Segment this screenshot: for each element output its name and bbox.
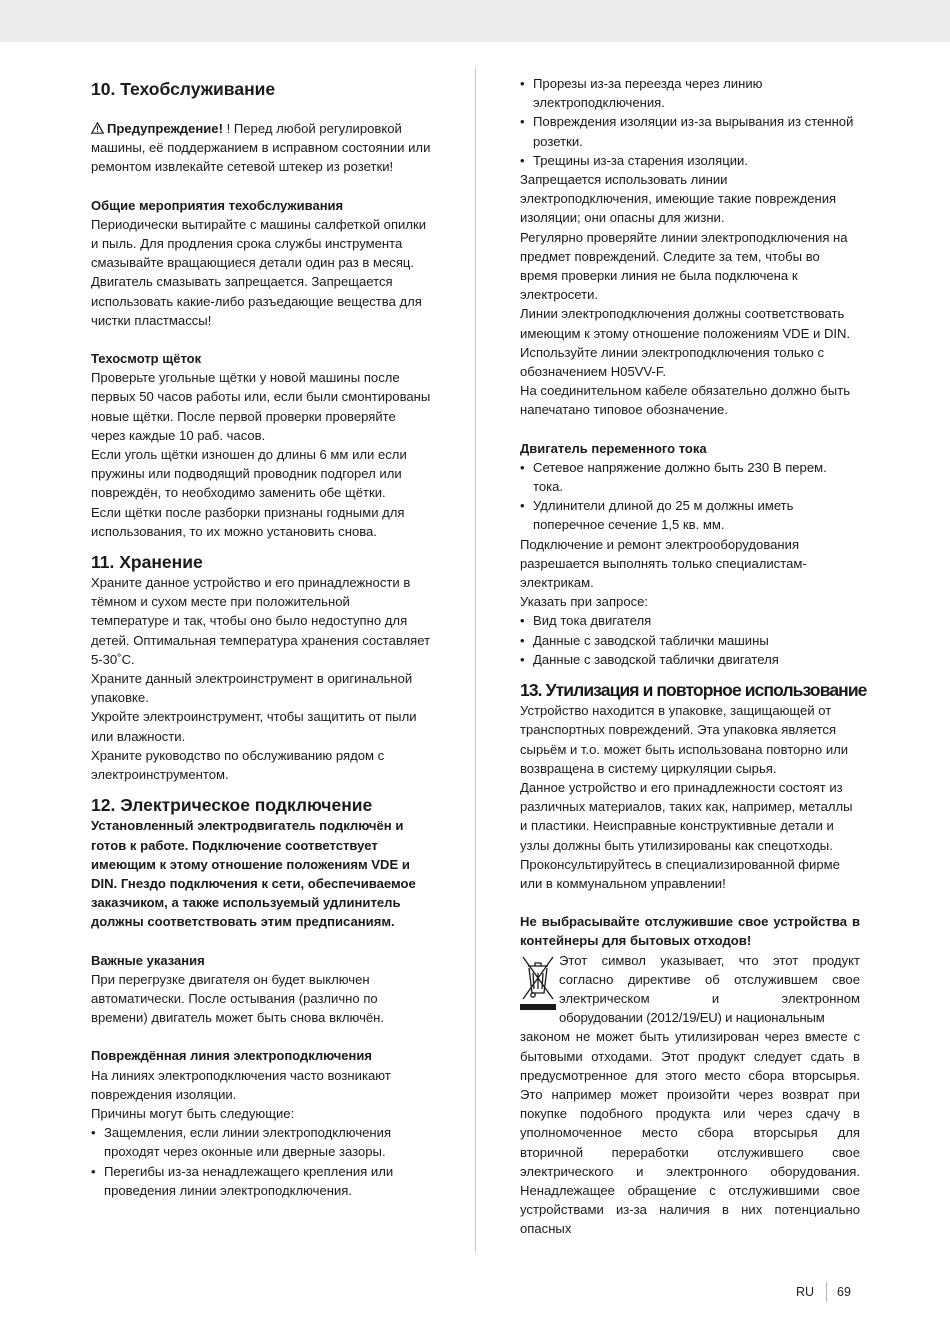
storage-text-4: Храните руководство по обслуживанию рядом с электроинструментом.	[91, 747, 385, 783]
list-item: • Данные с заводской таблички машины	[520, 631, 860, 650]
list-item: • Повреждения изоляции из-за вырывания из стенной розетки.	[520, 112, 860, 150]
section-13-title: 13. Утилизация и повторное использование	[520, 680, 867, 701]
connection-bold-text: Установленный электродвигатель подключён и готов к работе. Подключение соответствует имеющим к этому отношение положениям VDE и DIN. Гнездо подключения к сети, обеспечиваемое заказчиком, а также используемый удлинитель должны соответствовать этим предписаниям.	[91, 818, 416, 930]
weee-text-rest: законом не может быть утилизирован через вместе с бытовыми отходами. Этот продукт следует сдать в предусмотренное для этого место сбора вторсырья. Это например может произойти через возврат при покупке подобного продукта или через сдачу в уполномоченное место сбора вторсырья для вторичной переработки отслужившего свое электрического и электронного оборудования. Ненадлежащее обращение с отслужившими свое устройствами из-за наличия в них потенциально опасных	[520, 1029, 860, 1237]
crossed-out-wheelie-bin-icon	[520, 953, 556, 1011]
damaged-after-text-5: На соединительном кабеле обязательно должно быть напечатано типовое обозначение.	[520, 383, 851, 418]
damaged-after-text-4: Используйте линии электроподключения только с обозначением H05VV-F.	[520, 344, 824, 380]
storage-text-2: Храните данный электроинструмент в оригинальной упаковке.	[91, 671, 413, 706]
general-maintenance-title: Общие мероприятия техобслуживания	[91, 197, 344, 213]
request-list	[520, 611, 860, 669]
language-label: RU	[796, 1285, 815, 1299]
section-10-title: 10. Техобслуживание	[91, 79, 276, 99]
disposal-text-2: Данное устройство и его принадлежности состоят из различных материалов, таких как, например, металлы и пластики. Неисправные конструктивные детали и узлы должны быть утилизированы как спецотходы. Проконсультируйтесь в специализированной фирме или в коммунальном управлении!	[520, 779, 853, 891]
causes-list-right	[520, 74, 860, 170]
list-item: • Данные с заводской таблички двигателя	[520, 650, 860, 669]
weee-text-line-1: Этот символ указывает, что этот продукт	[559, 952, 860, 968]
storage-text-1: Храните данное устройство и его принадлежности в тёмном и сухом месте при положительной температуре и так, чтобы оно было недоступно для детей. Оптимальная температура хранения составляет 5-30˚С.	[91, 575, 431, 667]
page-number: 69	[837, 1285, 851, 1299]
list-item: • Сетевое напряжение должно быть 230 В перем. тока.	[520, 458, 860, 496]
top-bar	[0, 0, 950, 42]
brush-text-3: Если щётки после разборки признаны годными для использования, то их можно установить снова.	[91, 504, 405, 539]
warning-paragraph	[91, 119, 431, 177]
list-item: • Удлинители длиной до 25 м должны иметь поперечное сечение 1,5 кв. мм.	[520, 496, 860, 534]
right-column	[520, 74, 867, 1239]
list-item: • Защемления, если линии электроподключения проходят через оконные или дверные зазоры.	[91, 1123, 431, 1161]
weee-text-line-4: оборудовании (2012/19/EU) и национальным	[559, 1010, 825, 1026]
section-12-title: 12. Электрическое подключение	[91, 795, 373, 816]
footer-separator	[826, 1282, 827, 1302]
warning-triangle-icon	[91, 120, 104, 132]
ac-motor-text-1: Подключение и ремонт электрооборудования разрешается выполнять только специалистам-электрикам.	[520, 536, 807, 591]
left-column	[91, 74, 431, 1200]
storage-text-3: Укройте электроинструмент, чтобы защитить от пыли или влажности.	[91, 709, 417, 744]
important-notes-title: Важные указания	[91, 952, 205, 968]
list-item: • Трещины из-за старения изоляции.	[520, 151, 860, 170]
causes-list-left	[91, 1123, 431, 1200]
ac-motor-list	[520, 458, 860, 535]
damaged-line-title: Повреждённая линия электроподключения	[91, 1048, 372, 1064]
weee-text-line-3: электрическом и электронном	[559, 990, 860, 1006]
important-notes-text: При перегрузке двигателя он будет выключен автоматически. После остывания (различно по времени) двигатель может быть снова включён.	[91, 971, 385, 1026]
damaged-line-text-2: Причины могут быть следующие:	[91, 1105, 295, 1121]
damaged-after-text-1: Запрещается использовать линии электроподключения, имеющие такие повреждения изоляции; они опасны для жизни.	[520, 172, 837, 226]
brush-text-2: Если уголь щётки изношен до длины 6 мм или если пружины или подводящий проводник подгорел или повреждён, то необходимо заменить обе щётки.	[91, 447, 407, 501]
brush-text-1: Проверьте угольные щётки у новой машины после первых 50 часов работы или, если были смонтированы новые щётки. После первой проверки проверяйте через каждые 10 раб. часов.	[91, 370, 431, 443]
column-divider	[475, 68, 476, 1252]
disposal-bold-notice: Не выбрасывайте отслужившие свое устройства в контейнеры для бытовых отходов!	[520, 914, 860, 949]
section-11-title: 11. Хранение	[91, 552, 203, 573]
disposal-text-1: Устройство находится в упаковке, защищающей от транспортных повреждений. Эта упаковка является сырьём и т.о. может быть использована повторно или возвращена в систему циркуляции сырья.	[520, 703, 849, 776]
ac-motor-text-2: Указать при запросе:	[520, 594, 649, 610]
damaged-after-text-3: Линии электроподключения должны соответствовать имеющим к этому отношение положениям VDE и DIN.	[520, 306, 851, 341]
damaged-line-text-1: На линиях электроподключения часто возникают повреждения изоляции.	[91, 1067, 391, 1102]
damaged-after-text-2: Регулярно проверяйте линии электроподключения на предмет повреждений. Следите за тем, чтобы во время проверки линия не была подключена к электросети.	[520, 229, 848, 303]
list-item: • Вид тока двигателя	[520, 611, 860, 630]
list-item: • Перегибы из-за ненадлежащего крепления или проведения линии электроподключения.	[91, 1162, 431, 1200]
weee-block	[520, 951, 860, 1239]
warning-label: Предупреждение!	[107, 121, 223, 136]
warning-text: ! Перед любой регулировкой машины, её поддержанием в исправном состоянии или ремонтом извлекайте сетевой штекер из розетки!	[91, 121, 431, 175]
list-item: • Прорезы из-за переезда через линию электроподключения.	[520, 74, 860, 112]
brush-inspection-title: Техосмотр щёток	[91, 351, 202, 367]
general-maintenance-text: Периодически вытирайте с машины салфеткой опилки и пыль. Для продления срока службы инструмента смазывайте вращающиеся детали один раз в месяц. Двигатель смазывать запрещается. Запрещается использовать какие-либо разъедающие вещества для чистки пластмассы!	[91, 216, 427, 328]
ac-motor-title: Двигатель переменного тока	[520, 440, 707, 456]
weee-text-line-2: согласно директиве об отслужившем свое	[559, 971, 860, 987]
